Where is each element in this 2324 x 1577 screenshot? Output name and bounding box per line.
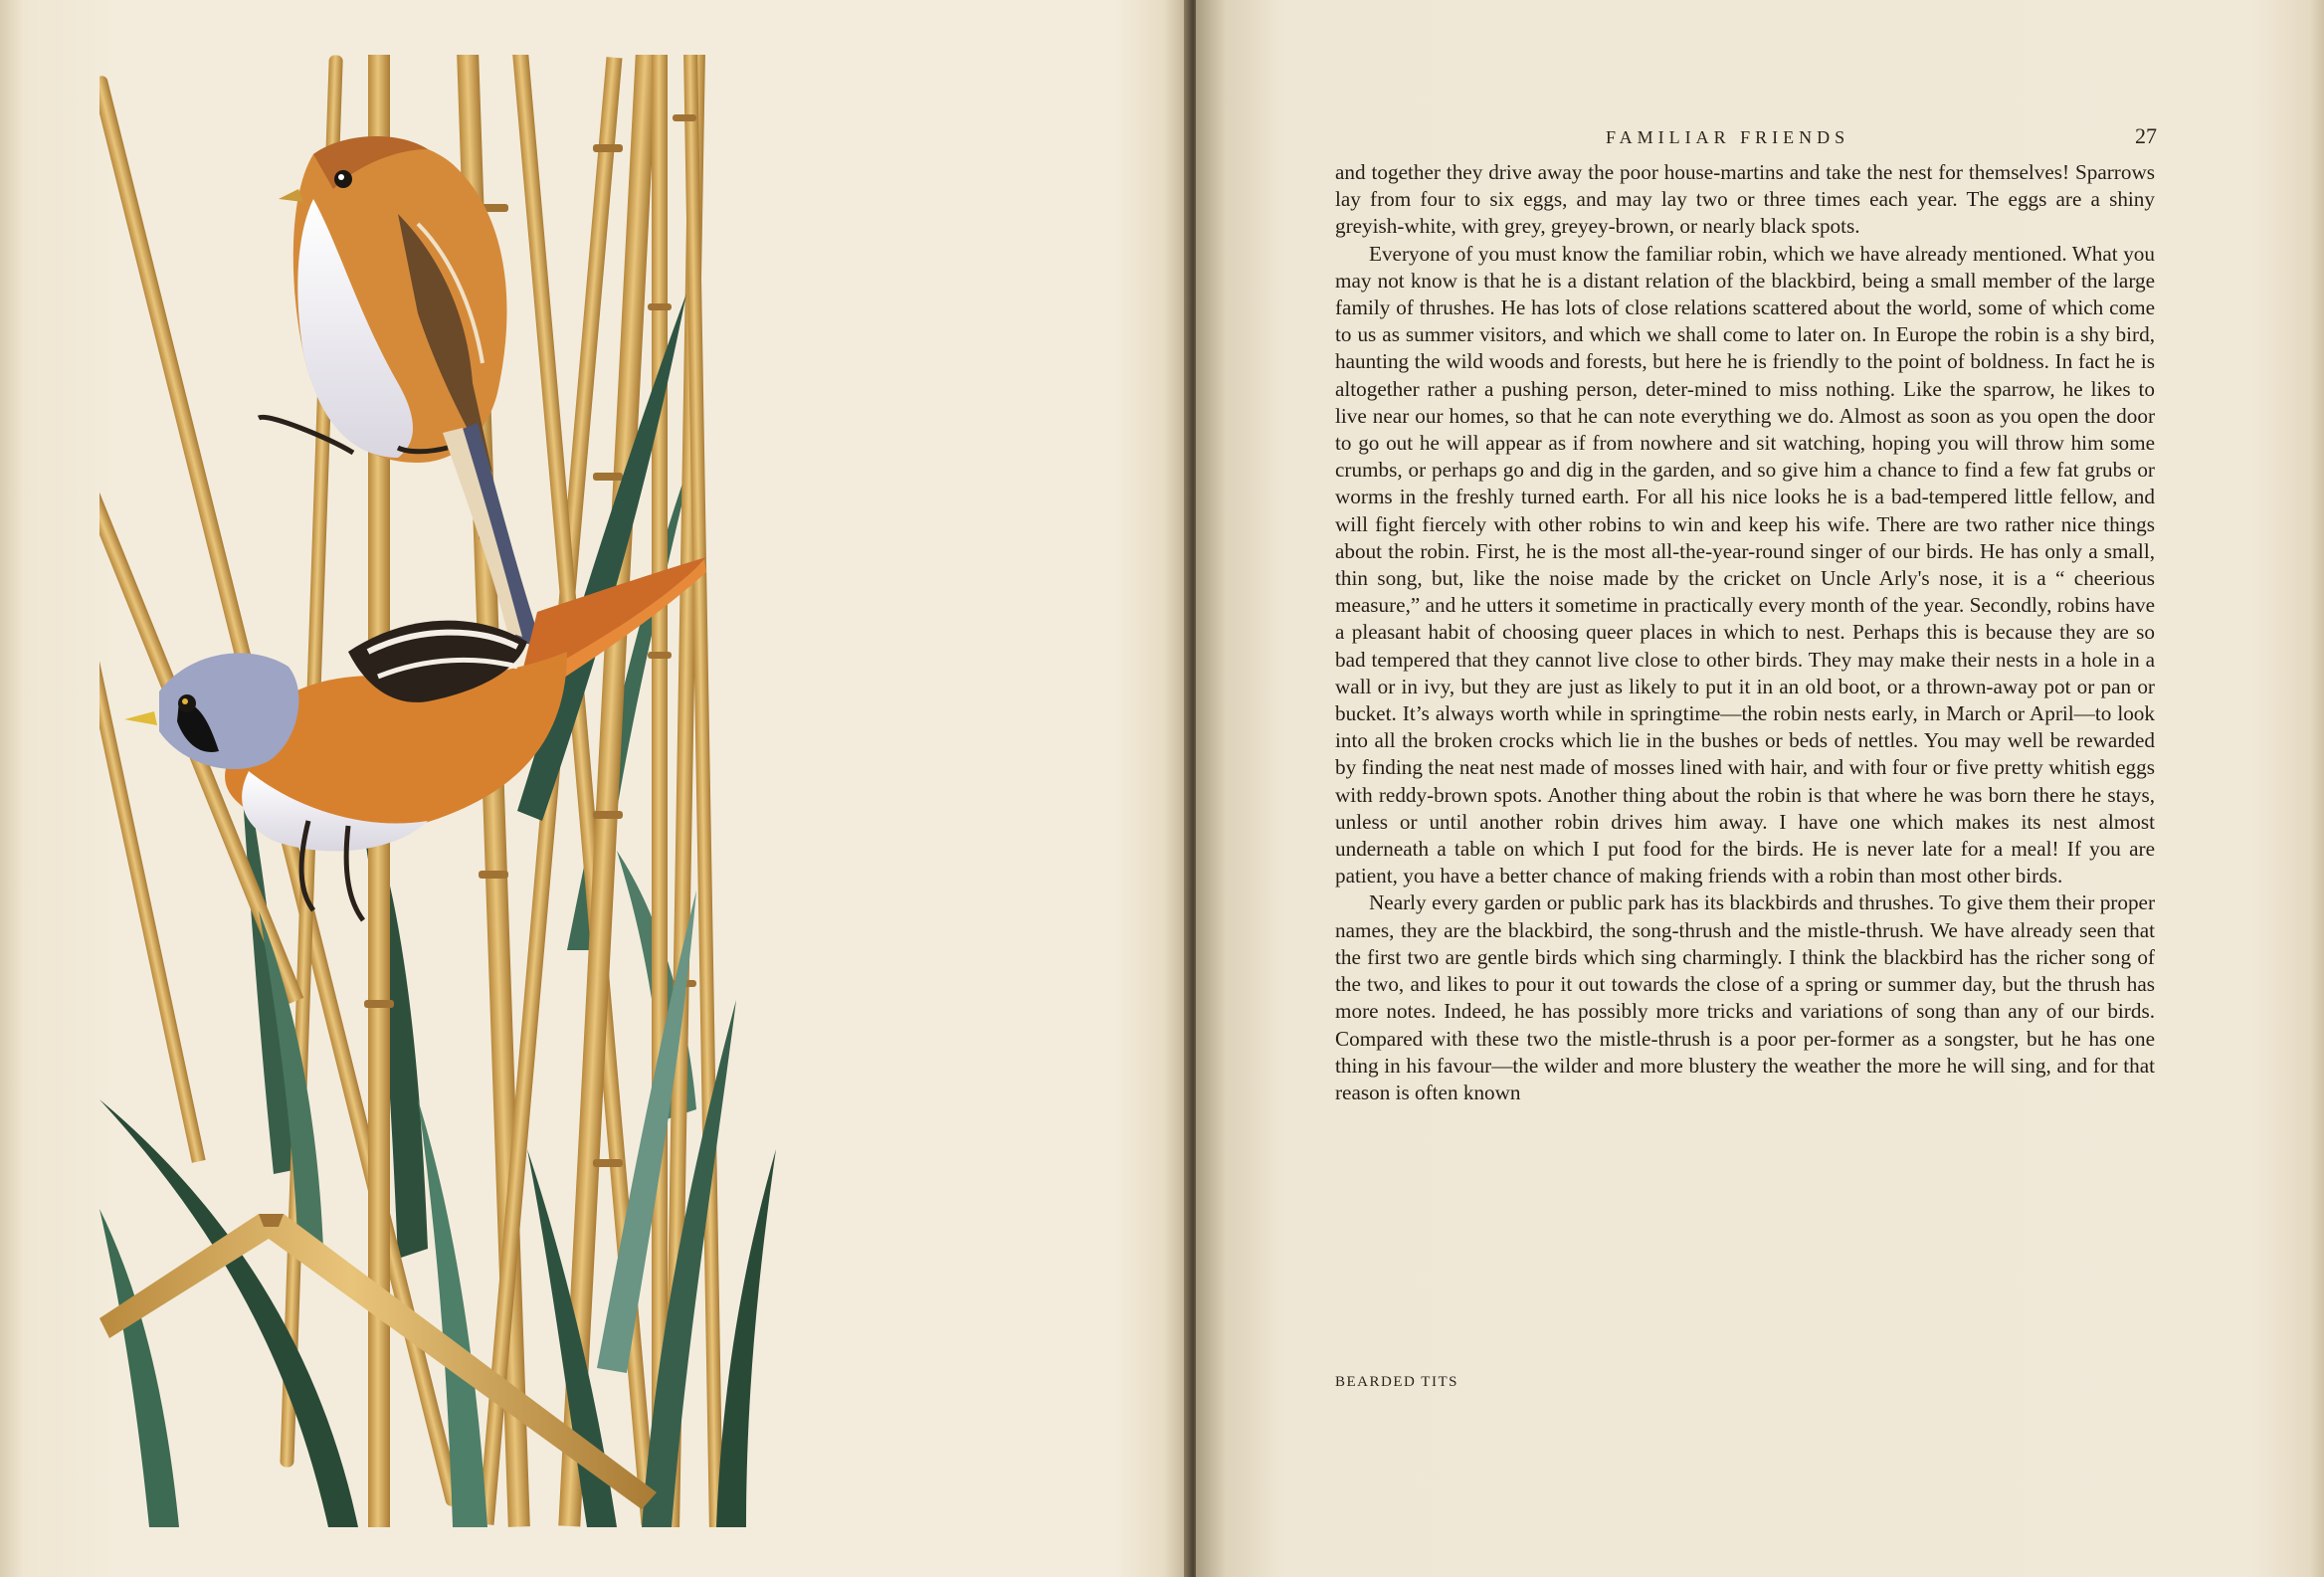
paragraph-continuation: and together they drive away the poor house-martins and take the nest for themselves! Sparrows lay from four to six eggs, and may lay two or three times each year. The eggs are a shiny greyish-white, with grey, greyey-brown, or nearly black spots.: [1335, 160, 2155, 239]
running-head: FAMILIAR FRIENDS: [1606, 127, 1850, 147]
plate-caption: BEARDED TITS: [1335, 1374, 1458, 1390]
paragraph-robin: Everyone of you must know the familiar robin, which we have already mentioned. What you may not know is that he is a distant relation of the blackbird, being a small member of the large family of thrushes. He has lots of close relations scattered about the world, some of which come to us as summer visitors, and which we shall come to later on. In Europe the robin is a shy bird, haunting the wild woods and forests, but here he is friendly to the point of boldness. In fact he is altogether rather a pushing person, deter-mined to miss nothing. Like the sparrow, he likes to live near our homes, so that he can note everything we do. Almost as soon as you open the door to go out he will appear as if from nowhere and sit watching, hoping you will throw him some crumbs, or perhaps go and dig in the garden, and so give him a chance to find a few fat grubs or worms in the freshly turned earth. For all his nice looks he is a bad-tempered little fellow, and will fight fiercely with other robins to win and keep his wife. There are two rather nice things about the robin. First, he is the most all-the-year-round singer of our birds. He has only a small, thin song, but, like the noise made by the cricket on Uncle Arly's nose, it is a “ cheerious measure,” and he utters it sometime in practically every month of the year. Secondly, robins have a pleasant habit of choosing queer places in which to nest. Perhaps this is because they are so bad tempered that they cannot live close to other birds. They may make their nests in a hole in a wall or in ivy, but they are just as likely to put it in an old boot, or a thrown-away pot or pan or bucket. It’s always worth while in springtime—the robin nests early, in March or April—to look into all the broken crocks which lie in the bushes or beds of nettles. You may well be rewarded by finding the neat nest made of mosses lined with hair, and with four or five pretty whitish eggs with reddy-brown spots. Another thing about the robin is that where he was born there he stays, unless or until another robin drives him away. I have one which makes its nest almost underneath a table on which I put food for the birds. He is never late for a meal! If you are patient, you have a better chance of making friends with a robin than most other birds.: [1335, 241, 2155, 888]
body-text: [1335, 159, 2155, 1106]
page-number: 27: [2135, 123, 2157, 148]
bearded-tits-illustration: [99, 55, 1065, 1527]
female-bearded-tit: [259, 136, 542, 647]
bearded-tits-plate-illustration: [99, 55, 1065, 1527]
paragraph-thrushes: Nearly every garden or public park has its blackbirds and thrushes. To give them their proper names, they are the blackbird, the song-thrush and the mistle-thrush. We have already seen that the first two are gentle birds which sing charmingly. I think the blackbird has the richer song of the two, and likes to pour it out towards the close of a spring or summer day, but the thrush has more notes. Indeed, he has possibly more tricks and variations of song than any of our birds. Compared with these two the mistle-thrush is a poor per-former as a songster, but he has one thing in his favour—the wilder and more blustery the weather the more he will sing, and for that reason is often known: [1335, 890, 2155, 1104]
